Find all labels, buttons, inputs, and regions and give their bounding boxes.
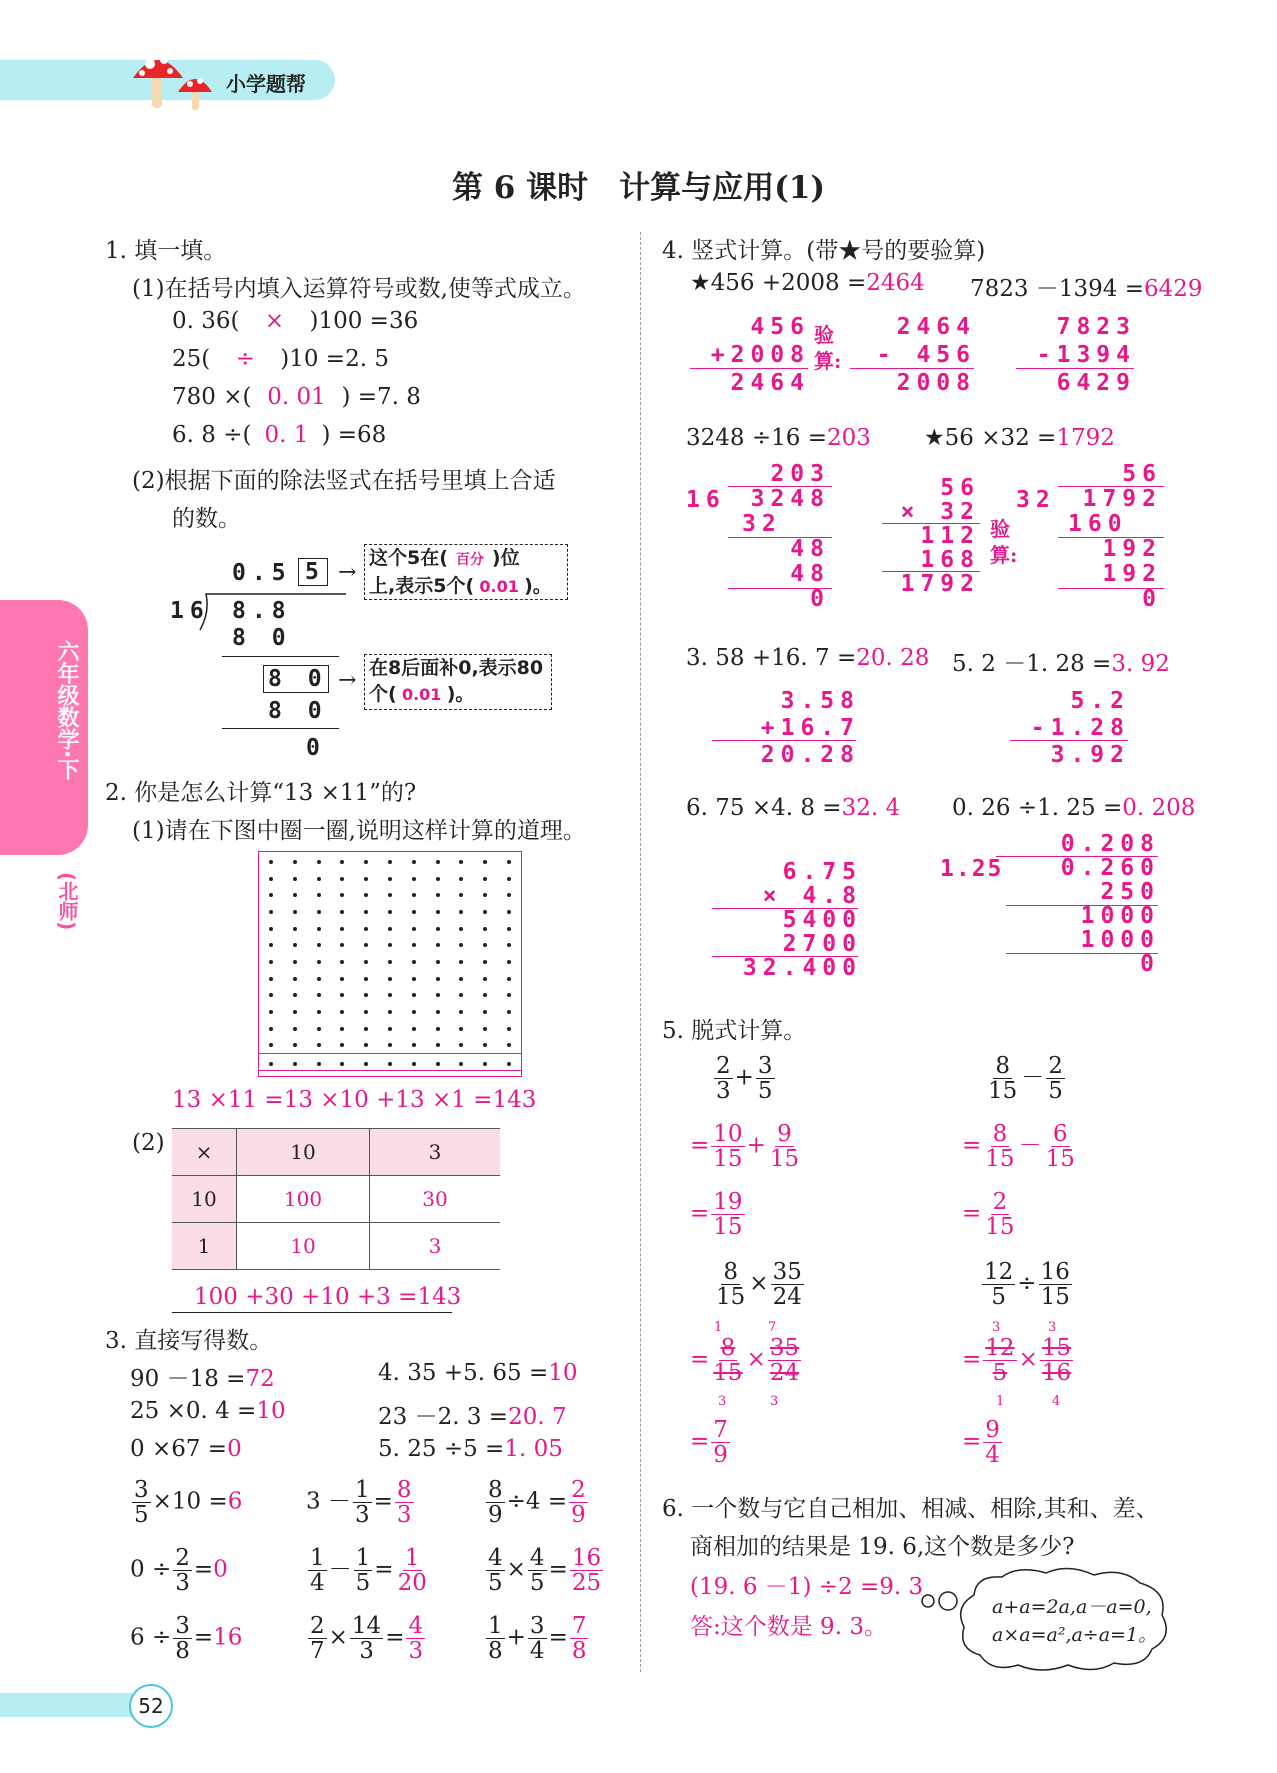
q3-frac-item: 0 ÷ $\frac{2}{3}$ =0 <box>130 1545 228 1597</box>
division-remainder: 0 <box>306 735 326 761</box>
q5-step: = $\frac{8}{15}$ × $\frac{35}{24}$ <box>690 1335 800 1387</box>
grid-dot <box>507 1027 511 1031</box>
grid-dot <box>364 1043 368 1047</box>
calc-line <box>882 571 980 572</box>
grid-dot <box>293 1010 297 1014</box>
hint-line-1: a+a=2a,a－a=0, <box>992 1596 1152 1618</box>
q4-expr: ★56 ×32 =1792 <box>924 425 1115 451</box>
vertical-calc: 7823 -1394 6429 <box>1036 314 1136 396</box>
grid-dot <box>364 977 368 981</box>
q4-expr: 7823 －1394 =6429 <box>970 276 1203 302</box>
grid-dot <box>269 893 273 897</box>
division-quotient: 0.5 <box>232 560 292 586</box>
division-line2 <box>222 728 339 729</box>
q2-equation-2: 100 +30 +10 +3 =143 <box>194 1284 462 1310</box>
grid-dot <box>436 1027 440 1031</box>
calc-line <box>712 908 858 909</box>
grid-dot <box>293 877 297 881</box>
grid-dot <box>459 910 463 914</box>
grid-dot <box>364 1062 368 1066</box>
q5-step: $\frac{2}{3}$ + $\frac{3}{5}$ <box>716 1053 773 1105</box>
grid-dot <box>507 927 511 931</box>
q3-frac-item: $\frac{2}{7}$ × $\frac{14}{3}$ = $\frac{4}{3}$ <box>310 1613 424 1665</box>
calc-line <box>996 856 1158 857</box>
multiplication-table <box>172 1128 500 1270</box>
grid-dot <box>507 993 511 997</box>
q1-row-1: 0. 36( × )100 =36 <box>172 308 419 334</box>
grid-dot <box>436 993 440 997</box>
grid-dot <box>340 1043 344 1047</box>
grid-dot <box>317 910 321 914</box>
grid-dot <box>412 893 416 897</box>
arrow-icon: → <box>338 668 357 693</box>
q3-item: 23 －2. 3 =20. 7 <box>378 1404 567 1430</box>
grid-dot <box>317 1027 321 1031</box>
side-tab-grade: 六年级数学·下 <box>54 640 79 781</box>
q5-step: = $\frac{7}{9}$ <box>690 1417 728 1469</box>
grid-dot <box>364 1010 368 1014</box>
q2-part1: (1)请在下图中圈一圈,说明这样计算的道理。 <box>132 818 586 844</box>
grid-dot <box>317 960 321 964</box>
q5-title: 5. 脱式计算。 <box>662 1018 807 1044</box>
grid-dot <box>317 860 321 864</box>
table-cell: × <box>172 1129 237 1176</box>
q3-frac-item: $\frac{8}{9}$ ÷4 = $\frac{2}{9}$ <box>488 1477 586 1529</box>
grid-dot <box>317 877 321 881</box>
q6-answer-2: 答:这个数是 9. 3。 <box>690 1614 887 1640</box>
grid-dot <box>269 977 273 981</box>
grid-dot <box>412 1043 416 1047</box>
q3-item: 4. 35 +5. 65 =10 <box>378 1360 578 1386</box>
calc-line <box>1058 486 1164 487</box>
grid-dot <box>269 1043 273 1047</box>
calc-line <box>1058 588 1164 589</box>
grid-dot <box>269 1010 273 1014</box>
grid-dot <box>436 943 440 947</box>
q3-item: 0 ×67 =0 <box>130 1436 242 1462</box>
grid-dot <box>388 893 392 897</box>
grid-dot <box>483 960 487 964</box>
division-divisor: 16 <box>170 598 210 624</box>
q3-frac-item: $\frac{4}{5}$ × $\frac{4}{5}$ = $\frac{16}{25}$ <box>488 1545 602 1597</box>
table-cell: 30 <box>370 1176 501 1223</box>
q6-answer-1: (19. 6 －1) ÷2 =9. 3 <box>690 1574 924 1600</box>
grid-dot <box>317 977 321 981</box>
grid-dot <box>483 877 487 881</box>
q3-title: 3. 直接写得数。 <box>105 1328 273 1354</box>
grid-dot <box>459 893 463 897</box>
calc-line <box>728 486 832 487</box>
grid-dot <box>340 943 344 947</box>
grid-dot <box>412 1010 416 1014</box>
grid-dot <box>269 1062 273 1066</box>
q5-step: = $\frac{2}{15}$ <box>962 1189 1015 1241</box>
grid-dot <box>388 1062 392 1066</box>
q5-step: = $\frac{10}{15}$ + $\frac{9}{15}$ <box>690 1121 800 1173</box>
grid-dot <box>507 877 511 881</box>
grid-dot <box>388 910 392 914</box>
grid-dot <box>436 860 440 864</box>
q2-underline <box>172 1312 452 1313</box>
grid-dot <box>483 910 487 914</box>
grid-dot <box>364 1027 368 1031</box>
calc-line <box>690 368 808 369</box>
grid-dot <box>507 977 511 981</box>
grid-dot <box>293 960 297 964</box>
grid-dot <box>364 943 368 947</box>
grid-dot <box>436 927 440 931</box>
q5-cancel-note: 1 <box>996 1394 1005 1409</box>
grid-dot <box>483 1062 487 1066</box>
vertical-calc: 6.75 × 4.8 5400 2700 32.400 <box>742 859 862 981</box>
grid-dot <box>364 893 368 897</box>
q6-title-2: 商相加的结果是 19. 6,这个数是多少? <box>690 1534 1075 1560</box>
calc-line <box>1058 537 1164 538</box>
grid-dot <box>507 960 511 964</box>
table-cell: 10 <box>237 1129 370 1176</box>
division-step1: 8 0 <box>232 625 292 651</box>
grid-dot <box>436 893 440 897</box>
q5-step: = $\frac{9}{4}$ <box>962 1417 1000 1469</box>
division-line1 <box>222 656 339 657</box>
q5-cancel-note: 3 <box>770 1394 779 1409</box>
grid-dot <box>412 943 416 947</box>
grid-dot <box>459 1062 463 1066</box>
grid-dot <box>436 1043 440 1047</box>
q4-title: 4. 竖式计算。(带★号的要验算) <box>662 238 986 264</box>
q5-step: $\frac{12}{5}$ ÷ $\frac{16}{15}$ <box>984 1259 1070 1311</box>
grid-dot <box>412 1027 416 1031</box>
grid-dot <box>388 977 392 981</box>
calc-line <box>882 523 980 524</box>
calc-line <box>1006 905 1158 906</box>
q2-title: 2. 你是怎么计算“13 ×11”的? <box>105 780 417 806</box>
hint-line-2: a×a=a²,a÷a=1。 <box>992 1624 1158 1646</box>
grid-dot <box>317 893 321 897</box>
calc-line <box>728 537 832 538</box>
grid-dot <box>293 1062 297 1066</box>
grid-dot <box>317 993 321 997</box>
vertical-calc: 203 3248 32 48 48 0 <box>742 461 830 612</box>
arrow-icon: → <box>338 560 357 585</box>
q5-cancel-note: 3 <box>718 1394 727 1409</box>
grid-dot <box>436 877 440 881</box>
note-box-1: 这个5在( 百分 )位 上,表示5个( 0.01 )。 <box>364 544 568 600</box>
table-cell: 3 <box>370 1223 501 1270</box>
grid-dot <box>483 1027 487 1031</box>
q1-row-2: 25( ÷ )10 =2. 5 <box>172 346 389 372</box>
q5-step: $\frac{8}{15}$ × $\frac{35}{24}$ <box>716 1259 802 1311</box>
grid-dot <box>388 993 392 997</box>
grid-dot <box>269 860 273 864</box>
grid-dot <box>293 943 297 947</box>
grid-dot <box>293 893 297 897</box>
grid-dot <box>317 927 321 931</box>
page-title: 第 6 课时 计算与应用(1) <box>451 170 826 206</box>
q6-title: 6. 一个数与它自己相加、相减、相除,其和、差、 <box>662 1496 1159 1522</box>
dot-grid[interactable] <box>258 851 522 1071</box>
grid-dot <box>436 977 440 981</box>
grid-dot <box>364 993 368 997</box>
divisor: 32 <box>1016 487 1056 513</box>
q3-item: 25 ×0. 4 =10 <box>130 1398 286 1424</box>
grid-dot <box>317 1010 321 1014</box>
calc-line <box>1006 953 1158 954</box>
grid-dot <box>364 877 368 881</box>
grid-dot <box>436 910 440 914</box>
q3-item: 90 －18 =72 <box>130 1366 275 1392</box>
division-dividend: 8.8 <box>232 598 292 624</box>
q5-cancel-note: 3 <box>1048 1320 1057 1335</box>
q2-equation-1: 13 ×11 =13 ×10 +13 ×1 =143 <box>172 1087 537 1113</box>
q3-frac-item: 3 － $\frac{1}{3}$ = $\frac{8}{3}$ <box>306 1477 412 1529</box>
vertical-calc: 56 × 32 112 168 1792 <box>900 475 980 597</box>
check-label: 验算: <box>814 323 842 373</box>
table-cell: 1 <box>172 1223 237 1270</box>
vertical-calc: 0.208 0.260 250 1000 1000 0 <box>1060 831 1160 977</box>
grid-dot <box>483 860 487 864</box>
mushroom-logo <box>128 44 228 116</box>
q2-part2: (2) <box>132 1130 165 1156</box>
grid-dot <box>340 993 344 997</box>
calc-line <box>712 956 858 957</box>
grid-dot <box>436 1010 440 1014</box>
grid-dot <box>293 927 297 931</box>
vertical-calc: 56 1792 160 192 192 0 <box>1068 461 1162 612</box>
grid-dot <box>436 960 440 964</box>
grid-dot <box>317 1062 321 1066</box>
vertical-calc: 2464 - 456 2008 <box>876 314 976 396</box>
grid-dot <box>459 977 463 981</box>
grid-dot <box>507 910 511 914</box>
grid-dot <box>412 1062 416 1066</box>
grid-dot <box>340 977 344 981</box>
grid-dot <box>388 1043 392 1047</box>
grid-dot <box>459 877 463 881</box>
grid-dot <box>269 960 273 964</box>
q4-expr: 5. 2 －1. 28 =3. 92 <box>952 651 1170 677</box>
side-tab-edition: (北师) <box>55 872 79 931</box>
grid-dot <box>340 927 344 931</box>
grid-dot <box>507 1043 511 1047</box>
q1-part2a: (2)根据下面的除法竖式在括号里填上合适 <box>132 468 556 494</box>
grid-dot <box>412 877 416 881</box>
grid-dot <box>412 860 416 864</box>
calc-line <box>850 368 974 369</box>
grid-dot <box>412 927 416 931</box>
grid-dot <box>269 943 273 947</box>
check-label: 验算: <box>990 517 1018 567</box>
q5-cancel-note: 1 <box>714 1320 723 1335</box>
calc-line <box>1010 740 1128 741</box>
grid-dot <box>412 960 416 964</box>
grid-dot <box>483 977 487 981</box>
grid-dot <box>269 927 273 931</box>
q3-frac-item: $\frac{1}{8}$ + $\frac{3}{4}$ = $\frac{7}{8}$ <box>488 1613 587 1665</box>
column-divider <box>640 232 641 1672</box>
grid-dot <box>507 893 511 897</box>
grid-dot <box>459 1043 463 1047</box>
q1-part1: (1)在括号内填入运算符号或数,使等式成立。 <box>132 276 586 302</box>
grid-dot <box>269 877 273 881</box>
q5-step: = $\frac{12}{5}$ × $\frac{15}{16}$ <box>962 1335 1072 1387</box>
grid-dot <box>483 893 487 897</box>
grid-dot <box>507 943 511 947</box>
grid-dot <box>507 860 511 864</box>
q4-expr: 3. 58 +16. 7 =20. 28 <box>686 645 930 671</box>
grid-dot <box>459 993 463 997</box>
q5-step: $\frac{8}{15}$ － $\frac{2}{5}$ <box>988 1053 1063 1105</box>
grid-dot <box>483 943 487 947</box>
grid-dot <box>412 993 416 997</box>
q3-item: 5. 25 ÷5 =1. 05 <box>378 1436 563 1462</box>
grid-dot <box>317 943 321 947</box>
dot-grid-extra-row[interactable] <box>258 1053 522 1077</box>
grid-dot <box>412 910 416 914</box>
grid-dot <box>388 927 392 931</box>
brand-name: 小学题帮 <box>226 72 306 96</box>
grid-dot <box>507 1062 511 1066</box>
grid-dot <box>340 1010 344 1014</box>
grid-dot <box>483 1043 487 1047</box>
q5-step: = $\frac{19}{15}$ <box>690 1189 743 1241</box>
q3-frac-item: $\frac{1}{4}$ － $\frac{1}{5}$ = $\frac{1}{20}$ <box>310 1545 427 1597</box>
grid-dot <box>317 1043 321 1047</box>
grid-dot <box>293 1043 297 1047</box>
grid-dot <box>364 960 368 964</box>
grid-dot <box>388 1010 392 1014</box>
grid-dot <box>459 1027 463 1031</box>
grid-dot <box>340 1062 344 1066</box>
q5-step: = $\frac{8}{15}$ － $\frac{6}{15}$ <box>962 1121 1075 1173</box>
grid-dot <box>340 877 344 881</box>
q3-frac-item: 6 ÷ $\frac{3}{8}$ =16 <box>130 1613 243 1665</box>
grid-dot <box>364 927 368 931</box>
q4-expr: 0. 26 ÷1. 25 =0. 208 <box>952 795 1196 821</box>
grid-dot <box>388 860 392 864</box>
table-cell: 100 <box>237 1176 370 1223</box>
grid-dot <box>364 910 368 914</box>
grid-dot <box>459 927 463 931</box>
grid-dot <box>293 1027 297 1031</box>
grid-dot <box>388 877 392 881</box>
grid-dot <box>293 910 297 914</box>
grid-dot <box>507 1010 511 1014</box>
grid-dot <box>483 1010 487 1014</box>
grid-dot <box>340 1027 344 1031</box>
q1-title: 1. 填一填。 <box>105 238 227 264</box>
q5-cancel-note: 4 <box>1052 1394 1061 1409</box>
division-step3: 8 0 <box>268 698 328 724</box>
grid-dot <box>459 860 463 864</box>
vertical-calc: 3.58 +16.7 20.28 <box>760 688 860 768</box>
grid-dot <box>293 993 297 997</box>
q5-cancel-note: 7 <box>768 1320 777 1335</box>
note-box-2: 在8后面补0,表示80 个( 0.01 )。 <box>364 654 552 710</box>
grid-dot <box>459 1010 463 1014</box>
calc-line <box>1016 368 1134 369</box>
grid-dot <box>483 993 487 997</box>
q3-frac-item: $\frac{3}{5}$ ×10 =6 <box>134 1477 243 1529</box>
q4-expr: 6. 75 ×4. 8 =32. 4 <box>686 795 901 821</box>
division-step2-boxed: 8 0 <box>263 665 329 693</box>
table-cell: 3 <box>370 1129 501 1176</box>
q1-row-3: 780 ×( 0. 01 ) =7. 8 <box>172 384 421 410</box>
vertical-calc: 456 +2008 2464 <box>710 314 810 396</box>
grid-dot <box>436 1062 440 1066</box>
vertical-calc: 5.2 -1.28 3.92 <box>1030 688 1130 768</box>
grid-dot <box>269 1027 273 1031</box>
grid-dot <box>412 977 416 981</box>
grid-dot <box>459 960 463 964</box>
table-cell: 10 <box>172 1176 237 1223</box>
grid-dot <box>340 860 344 864</box>
grid-dot <box>483 927 487 931</box>
calc-line <box>728 588 832 589</box>
divisor: 16 <box>686 487 726 513</box>
q1-row-4: 6. 8 ÷( 0. 1 ) =68 <box>172 422 387 448</box>
q1-part2b: 的数。 <box>172 506 241 532</box>
grid-dot <box>340 960 344 964</box>
division-boxed-digit: 5 <box>298 558 328 586</box>
q5-cancel-note: 3 <box>992 1320 1001 1335</box>
grid-dot <box>269 910 273 914</box>
divisor: 1.25 <box>940 856 1004 882</box>
grid-dot <box>459 943 463 947</box>
grid-dot <box>364 860 368 864</box>
grid-dot <box>340 893 344 897</box>
grid-dot <box>293 977 297 981</box>
grid-dot <box>293 860 297 864</box>
calc-line <box>712 740 856 741</box>
q4-expr: 3248 ÷16 =203 <box>686 425 871 451</box>
table-cell: 10 <box>237 1223 370 1270</box>
page-number: 52 <box>129 1684 173 1728</box>
grid-dot <box>388 960 392 964</box>
grid-dot <box>269 993 273 997</box>
q4-expr: ★456 +2008 =2464 <box>690 270 925 296</box>
grid-dot <box>340 910 344 914</box>
grid-dot <box>388 1027 392 1031</box>
grid-dot <box>388 943 392 947</box>
